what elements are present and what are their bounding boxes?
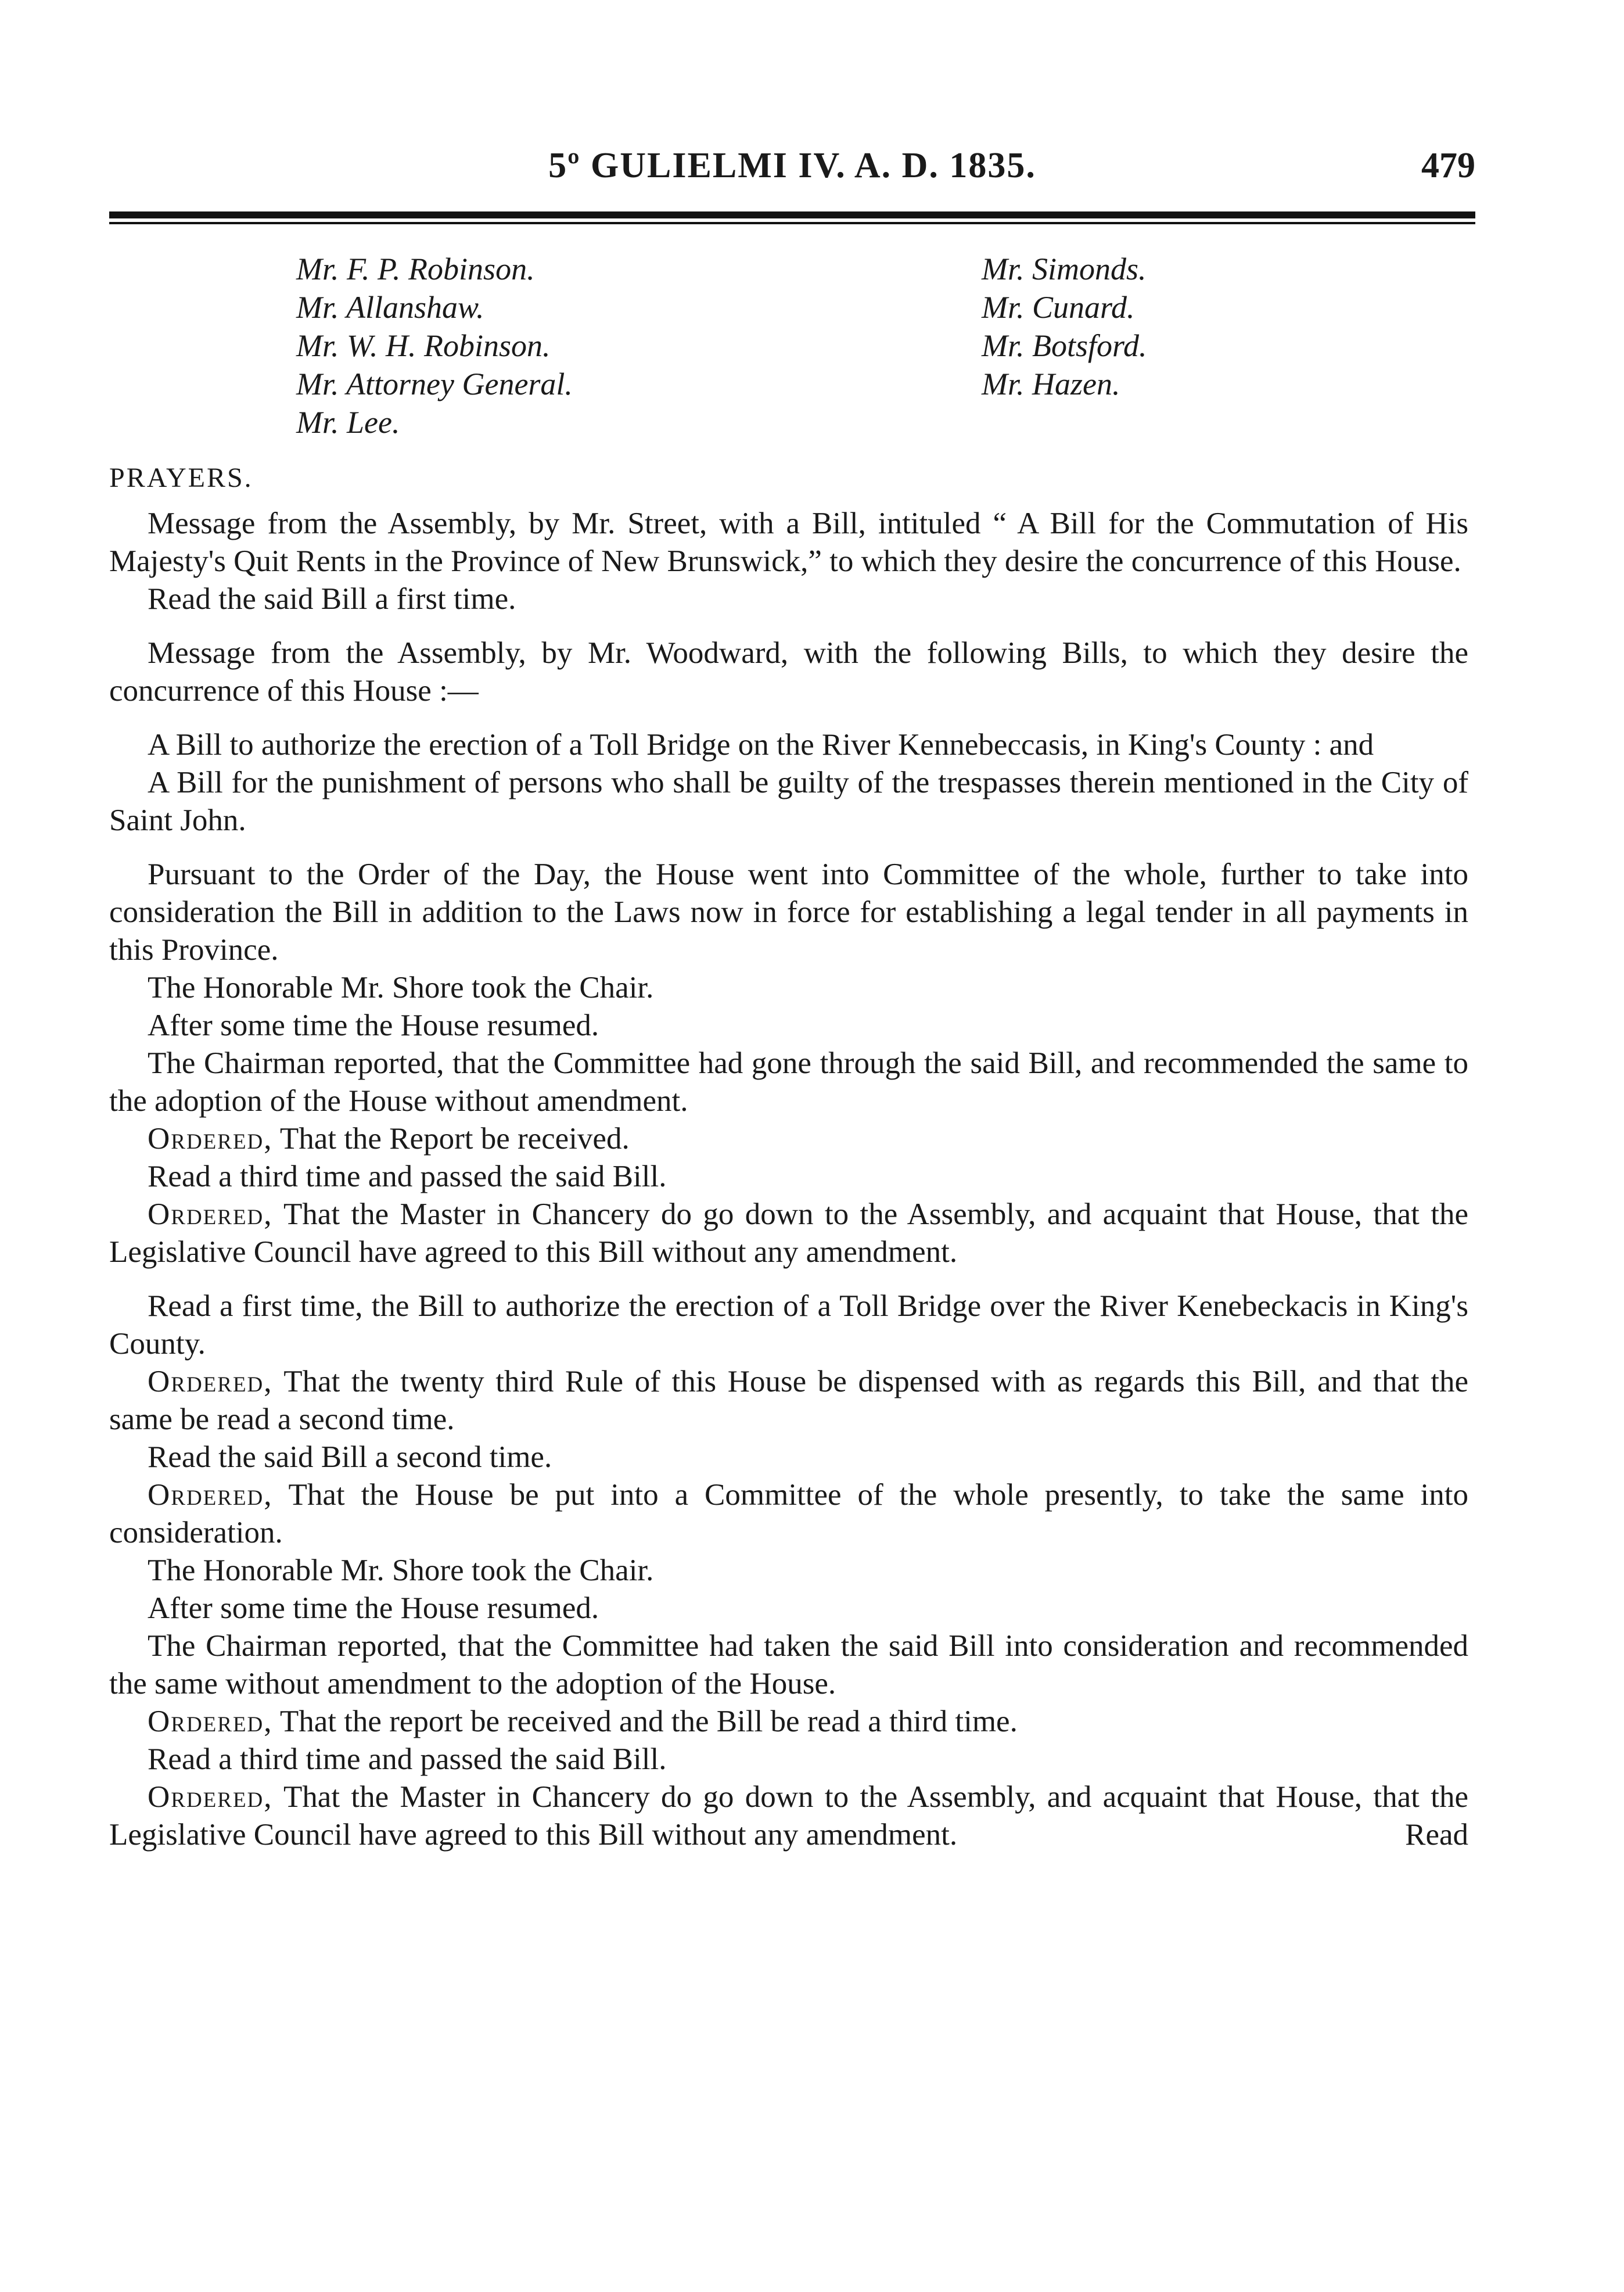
member-name: Mr. Hazen. <box>982 367 1120 401</box>
ordered-paragraph <box>109 1703 1468 1741</box>
paragraph: The Honorable Mr. Shore took the Chair. <box>148 1554 654 1587</box>
ordered-paragraph <box>109 1778 1468 1854</box>
members-left-column <box>296 250 573 442</box>
ordered-paragraph <box>109 1476 1468 1552</box>
paragraph: A Bill to authorize the erection of a Toll Bridge on the River Kennebeccasis, in King's County : and <box>148 728 1374 762</box>
paragraph: Pursuant to the Order of the Day, the House went into Committee of the whole, further to take into consideration the Bill in addition to the Laws now in force for establishing a legal tender in all payments in this Province. <box>109 858 1468 967</box>
ordered-text: That the Report be received. <box>279 1122 630 1156</box>
paragraph: Message from the Assembly, by Mr. Street, with a Bill, intituled “ A Bill for the Commutation of His Majesty's Quit Rents in the Province of New Brunswick,” to which they desire the concurrence of this House. <box>109 507 1468 578</box>
page-number: 479 <box>1421 146 1475 185</box>
ordered-label: Ordered, <box>148 1365 273 1398</box>
ordered-paragraph <box>109 1363 1468 1439</box>
member-name: Mr. W. H. Robinson. <box>296 328 551 363</box>
paragraph: A Bill for the punishment of persons who shall be guilty of the trespasses therein mentioned in the City of Saint John. <box>109 766 1468 837</box>
ordered-label: Ordered, <box>148 1478 273 1512</box>
member-name: Mr. Attorney General. <box>296 367 573 401</box>
paragraph: Read a first time, the Bill to authorize the erection of a Toll Bridge over the River Kenebeckacis in King's County. <box>109 1289 1468 1361</box>
ordered-label: Ordered, <box>148 1780 273 1814</box>
members-right-column <box>982 250 1147 403</box>
prayers-heading: PRAYERS. <box>109 462 253 493</box>
member-name: Mr. F. P. Robinson. <box>296 252 535 286</box>
member-name: Mr. Simonds. <box>982 252 1147 286</box>
header-rule-thick <box>109 211 1475 218</box>
paragraph: The Chairman reported, that the Committee had gone through the said Bill, and recommended the same to the adoption of the House without amendment. <box>109 1046 1468 1118</box>
paragraph: After some time the House resumed. <box>148 1009 599 1042</box>
journal-body <box>109 459 1468 1854</box>
paragraph: After some time the House resumed. <box>148 1591 599 1625</box>
catchword: Read <box>1405 1818 1468 1852</box>
paragraph: Read a third time and passed the said Bill. <box>148 1160 667 1193</box>
ordered-label: Ordered, <box>148 1197 273 1231</box>
member-name: Mr. Cunard. <box>982 290 1135 325</box>
paragraph: Message from the Assembly, by Mr. Woodward, with the following Bills, to which they desire the concurrence of this House :— <box>109 636 1468 708</box>
ordered-text: That the report be received and the Bill be read a third time. <box>279 1705 1018 1738</box>
ordered-label: Ordered, <box>148 1122 273 1156</box>
ordered-text: That the House be put into a Committee of the whole presently, to take the same into consideration. <box>109 1478 1468 1549</box>
ordered-label: Ordered, <box>148 1705 273 1738</box>
ordered-text: That the Master in Chancery do go down to the Assembly, and acquaint that House, that the Legislative Council have agreed to this Bill without any amendment. <box>109 1197 1468 1269</box>
paragraph: Read the said Bill a first time. <box>148 582 516 616</box>
header-rule-thin <box>109 222 1475 224</box>
member-name: Mr. Allanshaw. <box>296 290 484 325</box>
paragraph: Read a third time and passed the said Bill. <box>148 1742 667 1776</box>
ordered-paragraph <box>109 1120 1468 1158</box>
header-title: 5º GULIELMI IV. A. D. 1835. <box>548 146 1036 185</box>
ordered-text: That the twenty third Rule of this House be dispensed with as regards this Bill, and that the same be read a second time. <box>109 1365 1468 1436</box>
member-name: Mr. Botsford. <box>982 328 1147 363</box>
paragraph: The Chairman reported, that the Committee had taken the said Bill into consideration and recommended the same without amendment to the adoption of the House. <box>109 1629 1468 1701</box>
paragraph: The Honorable Mr. Shore took the Chair. <box>148 971 654 1005</box>
running-header <box>109 145 1475 198</box>
member-name: Mr. Lee. <box>296 405 400 440</box>
ordered-text: That the Master in Chancery do go down to the Assembly, and acquaint that House, that the Legislative Council have agreed to this Bill without any amendment. <box>109 1780 1468 1852</box>
paragraph: Read the said Bill a second time. <box>148 1440 552 1474</box>
ordered-paragraph <box>109 1196 1468 1271</box>
